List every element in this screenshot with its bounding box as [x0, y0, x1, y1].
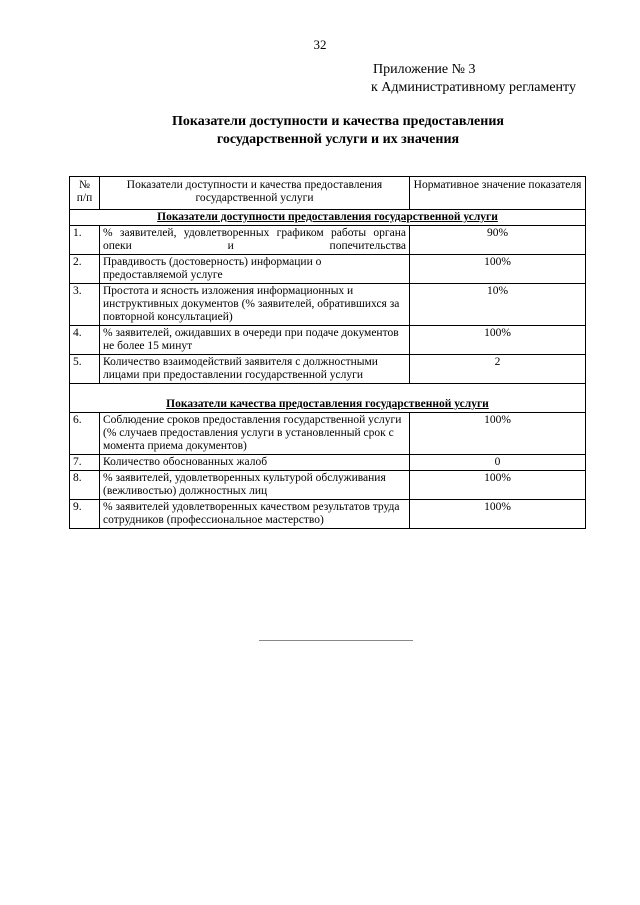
document-title-line-2: государственной услуги и их значения — [216, 132, 460, 147]
row-number: 9. — [70, 500, 100, 529]
table-row — [70, 226, 586, 255]
footer-divider — [259, 640, 413, 641]
table-row — [70, 326, 586, 355]
indicators-table — [69, 176, 586, 529]
section-accessibility-heading: Показатели доступности предоставления государственной услуги — [70, 210, 586, 226]
row-value: 90% — [410, 226, 586, 255]
row-number: 4. — [70, 326, 100, 355]
row-indicator: % заявителей, удовлетворенных графиком работы органа опеки и попечительства — [100, 226, 410, 255]
row-indicator: Правдивость (достоверность) информации о предоставляемой услуге — [100, 255, 410, 284]
row-number: 3. — [70, 284, 100, 326]
row-indicator: Количество взаимодействий заявителя с должностными лицами при предоставлении государственной услуги — [100, 355, 410, 384]
header-indicator: Показатели доступности и качества предоставления государственной услуги — [100, 177, 410, 210]
row-value: 100% — [410, 413, 586, 455]
appendix-line-2: к Административному регламенту — [371, 80, 576, 95]
header-num: № п/п — [70, 177, 100, 210]
appendix-reference — [373, 61, 576, 97]
row-value: 100% — [410, 255, 586, 284]
row-number: 6. — [70, 413, 100, 455]
document-title-line-1: Показатели доступности и качества предоставления — [172, 114, 504, 129]
table-row — [70, 500, 586, 529]
header-value: Нормативное значение показателя — [410, 177, 586, 210]
table-row — [70, 413, 586, 455]
table-header-row — [70, 177, 586, 210]
row-indicator: % заявителей, удовлетворенных культурой обслуживания (вежливостью) должностных лиц — [100, 471, 410, 500]
row-number: 5. — [70, 355, 100, 384]
row-number: 7. — [70, 455, 100, 471]
appendix-line-1: Приложение № 3 — [373, 62, 476, 77]
row-value: 100% — [410, 471, 586, 500]
row-value: 10% — [410, 284, 586, 326]
section-row — [70, 384, 586, 413]
row-indicator: Соблюдение сроков предоставления государственной услуги (% случаев предоставления услуги в установленный срок с момента приема документов) — [100, 413, 410, 455]
row-value: 100% — [410, 500, 586, 529]
table-row — [70, 255, 586, 284]
row-indicator: % заявителей удовлетворенных качеством результатов труда сотрудников (профессиональное мастерство) — [100, 500, 410, 529]
row-indicator: Простота и ясность изложения информационных и инструктивных документов (% заявителей, обратившихся за повторной консультацией) — [100, 284, 410, 326]
table-row — [70, 355, 586, 384]
row-indicator: % заявителей, ожидавших в очереди при подаче документов не более 15 минут — [100, 326, 410, 355]
section-row — [70, 210, 586, 226]
page-number: 32 — [313, 37, 327, 52]
table-row — [70, 284, 586, 326]
row-number: 1. — [70, 226, 100, 255]
row-indicator: Количество обоснованных жалоб — [100, 455, 410, 471]
row-value: 0 — [410, 455, 586, 471]
row-value: 2 — [410, 355, 586, 384]
row-value: 100% — [410, 326, 586, 355]
table-row — [70, 471, 586, 500]
document-title — [0, 113, 640, 149]
section-quality-heading: Показатели качества предоставления государственной услуги — [70, 384, 586, 413]
row-number: 8. — [70, 471, 100, 500]
table-row — [70, 455, 586, 471]
row-number: 2. — [70, 255, 100, 284]
